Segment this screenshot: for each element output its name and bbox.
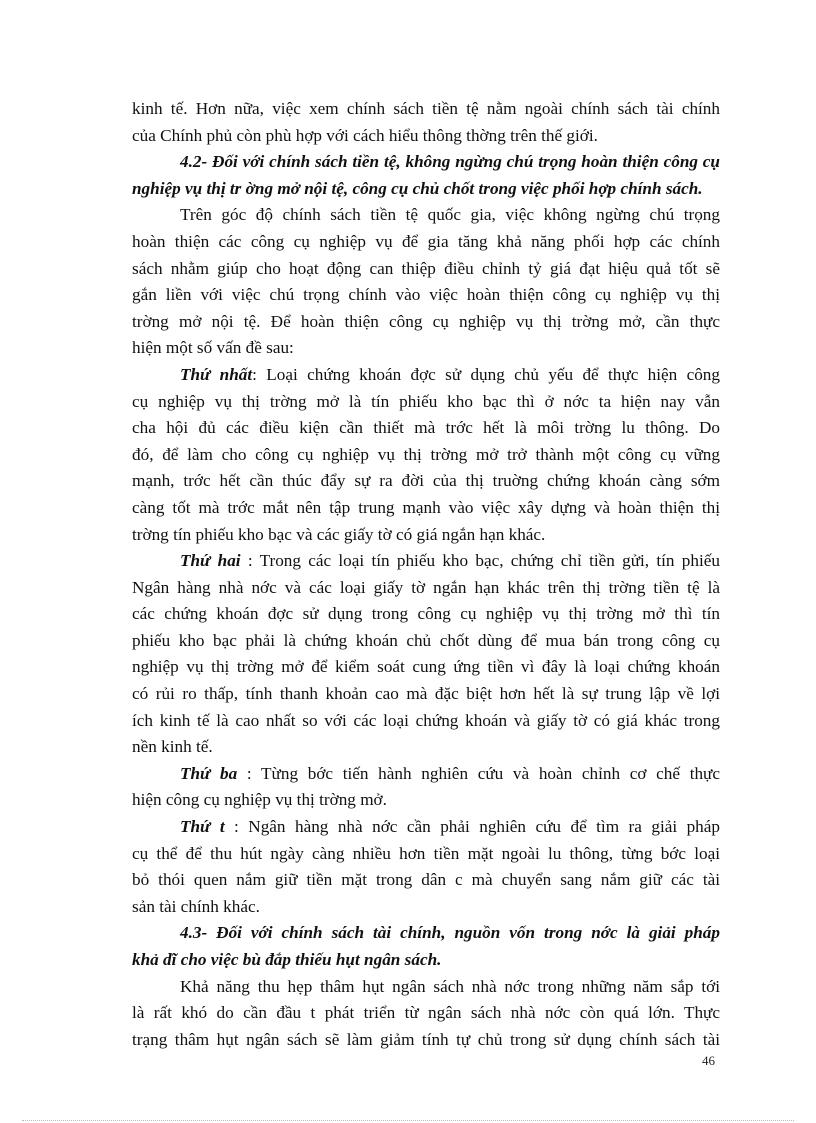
section-heading-line [132, 920, 720, 947]
line-text: cụ nghiệp vụ thị trờng mở là tín phiếu kho bạc thì ở nớc ta hiện nay vẫn [132, 391, 720, 411]
section-heading-line [132, 176, 720, 203]
paragraph-line [132, 814, 720, 841]
paragraph-line [132, 841, 720, 868]
paragraph-line [132, 894, 720, 921]
line-text: hoàn thiện các công cụ nghiệp vụ để gia tăng khả năng phối hợp các chính [132, 231, 720, 251]
paragraph-lead: Thứ hai [180, 551, 241, 571]
paragraph-line [132, 575, 720, 602]
line-text: mạnh, trớc hết cần thúc đẩy sự ra đời của thị truờng chứng khoán càng sớm [132, 471, 720, 491]
paragraph-line [132, 415, 720, 442]
line-text: có rủi ro thấp, tính thanh khoản cao mà đặc biệt hơn hết là sự trung lập về lợi [132, 684, 720, 704]
paragraph-line [132, 548, 720, 575]
line-text: trờng tín phiếu kho bạc và các giấy tờ có giá ngắn hạn khác. [132, 524, 546, 544]
paragraph-line [132, 681, 720, 708]
paragraph-line [132, 495, 720, 522]
line-text: hiện công cụ nghiệp vụ thị trờng mở. [132, 790, 387, 810]
paragraph-line [132, 787, 720, 814]
line-text: : Loại chứng khoán đợc sử dụng chủ yếu để thực hiện công [252, 364, 720, 384]
line-text: 4.2- Đối với chính sách tiền tệ, không ngừng chú trọng hoàn thiện công cụ [180, 152, 720, 172]
line-text: càng tốt mà trớc mắt nên tập trung mạnh vào việc xây dựng và hoàn thiện thị [132, 497, 720, 517]
paragraph-line [132, 1000, 720, 1027]
line-text: : Trong các loại tín phiếu kho bạc, chứng chỉ tiền gửi, tín phiếu [240, 551, 720, 571]
line-text: sách nhằm giúp cho hoạt động can thiệp điều chỉnh tỷ giá đạt hiệu quả tốt sẽ [132, 258, 720, 278]
line-text: : Ngân hàng nhà nớc cần phải nghiên cứu để tìm ra giải pháp [224, 817, 720, 837]
paragraph-line [132, 362, 720, 389]
paragraph-line [132, 96, 720, 123]
line-text: gắn liền với việc chú trọng chính vào việc hoàn thiện công cụ nghiệp vụ thị [132, 285, 720, 305]
line-text: phiếu kho bạc phải là chứng khoán chủ chốt dùng để mua bán trong công cụ [132, 630, 720, 650]
paragraph-lead: Thứ t [180, 817, 225, 837]
paragraph-line [132, 442, 720, 469]
line-text: : Từng bớc tiến hành nghiên cứu và hoàn chỉnh cơ chế thực [237, 763, 720, 783]
line-text: cha hội đủ các điều kiện cần thiết mà trớc hết là môi trờng lu thông. Do [132, 418, 720, 438]
paragraph-line [132, 522, 720, 549]
paragraph-lead: Thứ nhất [180, 364, 253, 384]
paragraph-line [132, 734, 720, 761]
line-text: Trên góc độ chính sách tiền tệ quốc gia, việc không ngừng chú trọng [180, 205, 720, 225]
paragraph-line [132, 389, 720, 416]
paragraph-line [132, 282, 720, 309]
line-text: sản tài chính khác. [132, 896, 260, 916]
line-text: 4.3- Đối với chính sách tài chính, nguồn vốn trong nớc là giải pháp [180, 923, 720, 943]
paragraph-line [132, 974, 720, 1001]
page-number: 46 [702, 1053, 715, 1068]
line-text: khả dĩ cho việc bù đắp thiếu hụt ngân sách. [132, 950, 442, 969]
paragraph-line [132, 867, 720, 894]
line-text: ích kinh tế là cao nhất so với các loại chứng khoán và giấy tờ có giá khác trong [132, 710, 720, 730]
line-text: bỏ thói quen nắm giữ tiền mặt trong dân c mà chuyển sang nắm giữ các tài [132, 870, 720, 890]
paragraph-line [132, 229, 720, 256]
paragraph-line [132, 335, 720, 362]
line-text: trờng mở nội tệ. Để hoàn thiện công cụ nghiệp vụ thị trờng mở, cần thực [132, 311, 720, 331]
page-bottom-border [22, 1120, 794, 1121]
line-text: cụ thể để thu hút ngày càng nhiều hơn tiền mặt ngoài lu thông, từng bớc loại [132, 843, 720, 863]
line-text: các chứng khoán đợc sử dụng trong công cụ nghiệp vụ thị trờng mở thì tín [132, 604, 720, 624]
line-text: là rất khó do cần đầu t phát triển từ ngân sách nhà nớc còn quá lớn. Thực [132, 1003, 720, 1023]
section-heading-line [132, 149, 720, 176]
paragraph-line [132, 601, 720, 628]
line-text: Khả năng thu hẹp thâm hụt ngân sách nhà nớc trong những năm sắp tới [180, 976, 720, 996]
document-body [132, 96, 720, 1053]
paragraph-line [132, 628, 720, 655]
line-text: nền kinh tế. [132, 737, 213, 757]
line-text: nghiệp vụ thị tr ờng mở nội tệ, công cụ chủ chốt trong việc phối hợp chính sách. [132, 178, 703, 198]
paragraph-line [132, 654, 720, 681]
line-text: trạng thâm hụt ngân sách sẽ làm giảm tính tự chủ trong sử dụng chính sách tài [132, 1029, 720, 1049]
line-text: đó, để làm cho công cụ nghiệp vụ thị trờng mở trở thành một công cụ vững [132, 444, 720, 464]
paragraph-line [132, 309, 720, 336]
line-text: của Chính phủ còn phù hợp với cách hiểu thông thờng trên thế giới. [132, 125, 598, 145]
line-text: kinh tế. Hơn nữa, việc xem chính sách tiền tệ nằm ngoài chính sách tài chính [132, 99, 720, 118]
section-heading-line [132, 947, 720, 974]
paragraph-line [132, 761, 720, 788]
paragraph-line [132, 202, 720, 229]
paragraph-line [132, 123, 720, 150]
paragraph-line [132, 1027, 720, 1054]
line-text: nghiệp vụ thị trờng mở để kiểm soát cung ứng tiền vì đây là loại chứng khoán [132, 657, 720, 677]
paragraph-lead: Thứ ba [180, 763, 238, 783]
paragraph-line [132, 468, 720, 495]
paragraph-line [132, 708, 720, 735]
paragraph-line [132, 256, 720, 283]
line-text: hiện một số vấn đề sau: [132, 338, 294, 358]
line-text: Ngân hàng nhà nớc và các loại giấy tờ ngắn hạn khác trên thị trờng tiền tệ là [132, 577, 720, 597]
